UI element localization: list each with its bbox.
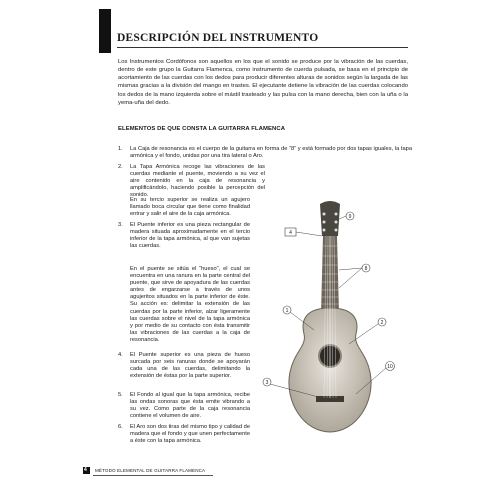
callout-label: 2 <box>380 320 384 326</box>
intro-paragraph: Los Instrumentos Cordófonos son aquellos en los que el sonido se produce por la vibración de las cuerdas, dentro de este grupo la Guitarra Flamenca, como instrumento de cuerda pulsada, se basa en el principio de acortamiento de las cuerdas con los dedos para producir diferentes alturas de sonidos según la largada de las mismas gracias a la división del mango en trastes. El ejecutante detiene la vibración de las cuerdas colocando los dedos de la mano izquierda sobre el mástil trasteado y las pulsa con la mano derecha, bien con la uña o la yema-uña del dedo. <box>118 59 408 106</box>
title-underline <box>117 47 408 48</box>
item-number: 5. <box>118 392 123 398</box>
guitar-soundhole <box>319 345 341 367</box>
list-item-text: En su tercio superior se realiza un agujero llamado boca circular que tiene como finalidad entrar y salir el aire de la caja armónica. <box>130 197 250 218</box>
page-title: DESCRIPCIÓN DEL INSTRUMENTO <box>117 32 319 44</box>
page-number: 4 <box>84 467 87 473</box>
item-number: 6. <box>118 424 123 430</box>
list-item-text: La Tapa Armónica recoge las vibraciones de las cuerdas mediante el puente, moviendo a su vez el aire contenido en la caja de resonancia y amplificándolo, haciendo posible la percepción del sonido. <box>130 164 265 199</box>
list-item-text: El Puente superior es una pieza de hueso surcada por seis ranuras donde se apoyarán cada una de las cuerdas, delimitando la extensión de éstas por la parte superior. <box>130 352 250 380</box>
list-item-text: El Puente inferior es una pieza rectangular de madera situada aproximadamente en el tercio inferior de la tapa armónica, al que van sujetas las cuerdas. <box>130 222 250 250</box>
title-accent-bar <box>99 9 111 53</box>
section-heading: ELEMENTOS DE QUE CONSTA LA GUITARRA FLAMENCA <box>118 126 286 132</box>
list-item-text: En el puente se sitúa el “hueso”, el cual se encuentra en una ranura en la parte central del puente, que sirve de apoyadura de las cuerdas antes de engarzarse a través de unos agujeritos situados en la parte inferior de éste. Su acción es: delimitar la extensión de las cuerdas por la parte inferior, alzar ligeramente las cuerdas sobre el nivel de la tapa armónica y por medio de su contacto con ésta transmitir las vibraciones de las cuerdas a la caja de resonancia. <box>130 266 250 343</box>
guitar-body <box>289 308 371 432</box>
guitar-bridge <box>316 396 344 402</box>
item-number: 3. <box>118 222 123 228</box>
callout-label: 3 <box>265 380 269 386</box>
callout-label: 8 <box>364 266 368 272</box>
guitar-diagram <box>250 196 415 446</box>
guitar-neck <box>321 236 339 314</box>
list-item-text: La Caja de resonancia es el cuerpo de la guitarra en forma de “8” y está formado por dos tapas iguales, la tapa armónica y el fondo, unidas por una tira lateral o Aro. <box>130 146 412 160</box>
callout-label: 10 <box>387 364 393 370</box>
item-number: 1. <box>118 146 123 152</box>
callout-label: 4 <box>289 230 292 236</box>
callout-label: 1 <box>285 308 289 314</box>
list-item-text: El Aro son dos tiras del mismo tipo y calidad de madera que el fondo y que unen perfectamente a éste con la tapa armónica. <box>130 424 250 445</box>
callout-label: 9 <box>348 214 352 220</box>
item-number: 2. <box>118 164 123 170</box>
item-number: 4. <box>118 352 123 358</box>
footer-title: MÉTODO ELEMENTAL DE GUITARRA FLAMENCA <box>95 468 206 473</box>
list-item-text: El Fondo al igual que la tapa armónica, recibe las ondas sonoras que ésta emite vibrando a su vez. Como parte de la caja resonancia contiene el volumen de aire. <box>130 392 250 420</box>
footer-rule <box>93 475 213 476</box>
